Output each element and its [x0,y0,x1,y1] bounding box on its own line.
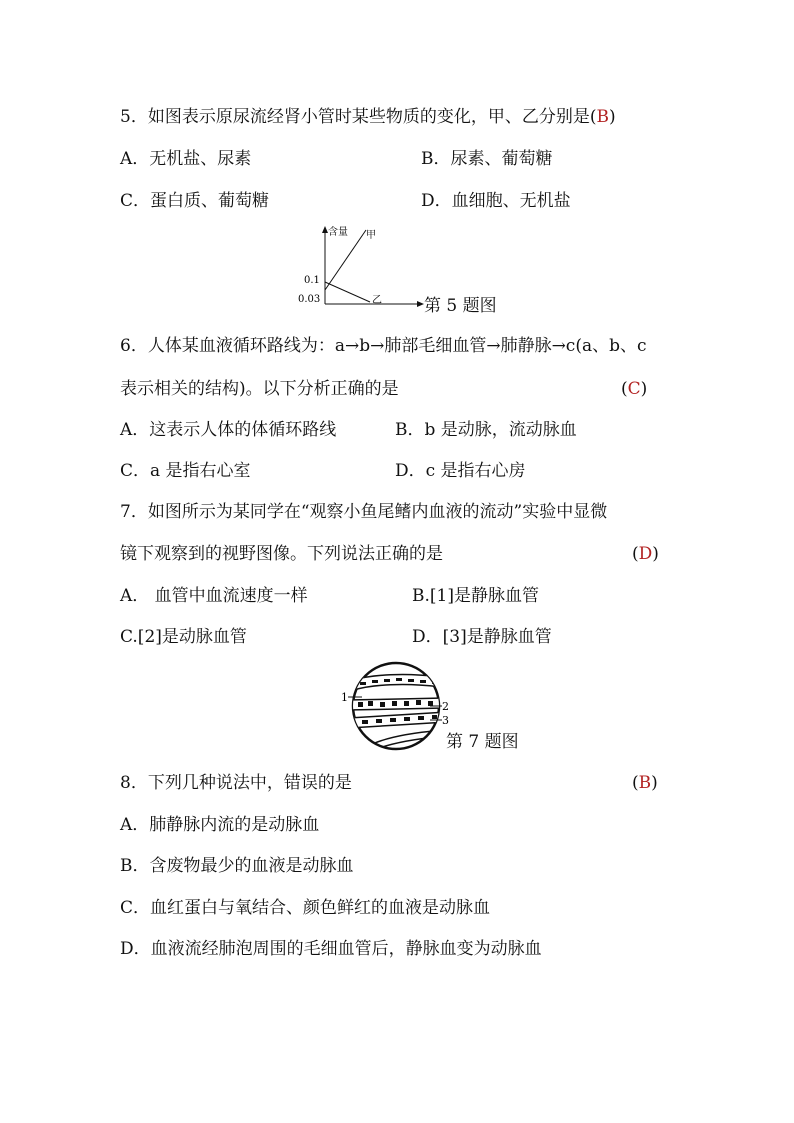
q5-x-axis-arrow [417,301,424,307]
q5-stem: 5．如图表示原尿流经肾小管时某些物质的变化，甲、乙分别是(B) [120,107,616,127]
q5-answer: B [596,107,609,127]
q6-option-d: D．c 是指右心房 [395,461,526,481]
q7-answer: (D) [632,544,659,564]
q5-option-d: D．血细胞、无机盐 [421,191,571,211]
q7-label-2: 2 [442,700,449,713]
q5-tick-high: 0.1 [304,275,320,286]
q7-label-3: 3 [442,714,449,727]
q7-stem-line1: 7．如图所示为某同学在“观察小鱼尾鳍内血液的流动”实验中显微 [120,502,608,522]
q6-stem-line1: 6．人体某血液循环路线为：a→b→肺部毛细血管→肺静脉→c(a、b、c [120,336,647,356]
q6-option-b: B．b 是动脉，流动脉血 [395,420,577,440]
q8-option-a: A．肺静脉内流的是动脉血 [120,815,320,835]
q7-option-a: A． 血管中血流速度一样 [120,586,308,606]
q6-option-a: A．这表示人体的体循环路线 [120,420,337,440]
q8-option-b: B．含废物最少的血液是动脉血 [120,856,354,876]
q5-line-yi [325,282,370,302]
q5-line-jia-label: 甲 [366,230,376,241]
q5-tick-low: 0.03 [298,294,321,305]
q5-option-a: A．无机盐、尿素 [120,149,252,169]
q7-figure-caption: 第 7 题图 [446,732,519,752]
q6-answer: (C) [621,379,648,399]
q8-answer: (B) [632,773,658,793]
q6-option-c: C．a 是指右心室 [120,461,251,481]
q8-stem: 8．下列几种说法中，错误的是 [120,773,352,793]
q8-option-c: C．血红蛋白与氧结合、颜色鲜红的血液是动脉血 [120,898,491,918]
q5-y-axis-label: 含量 [328,227,348,238]
q7-option-d: D．[3]是静脉血管 [412,627,552,647]
q5-figure-caption: 第 5 题图 [424,296,497,316]
q5-line-jia [325,230,366,290]
q5-line-yi-label: 乙 [372,295,382,306]
q6-stem-line2: 表示相关的结构)。以下分析正确的是 [120,379,399,399]
q5-option-b: B．尿素、葡萄糖 [421,149,553,169]
q7-label-1: 1 [341,691,348,704]
q7-option-c: C.[2]是动脉血管 [120,627,247,647]
q5-option-c: C．蛋白质、葡萄糖 [120,191,270,211]
q8-option-d: D．血液流经肺泡周围的毛细血管后，静脉血变为动脉血 [120,939,542,959]
q7-stem-line2: 镜下观察到的视野图像。下列说法正确的是 [120,544,443,564]
q7-figure [338,660,458,752]
q7-option-b: B.[1]是静脉血管 [412,586,539,606]
